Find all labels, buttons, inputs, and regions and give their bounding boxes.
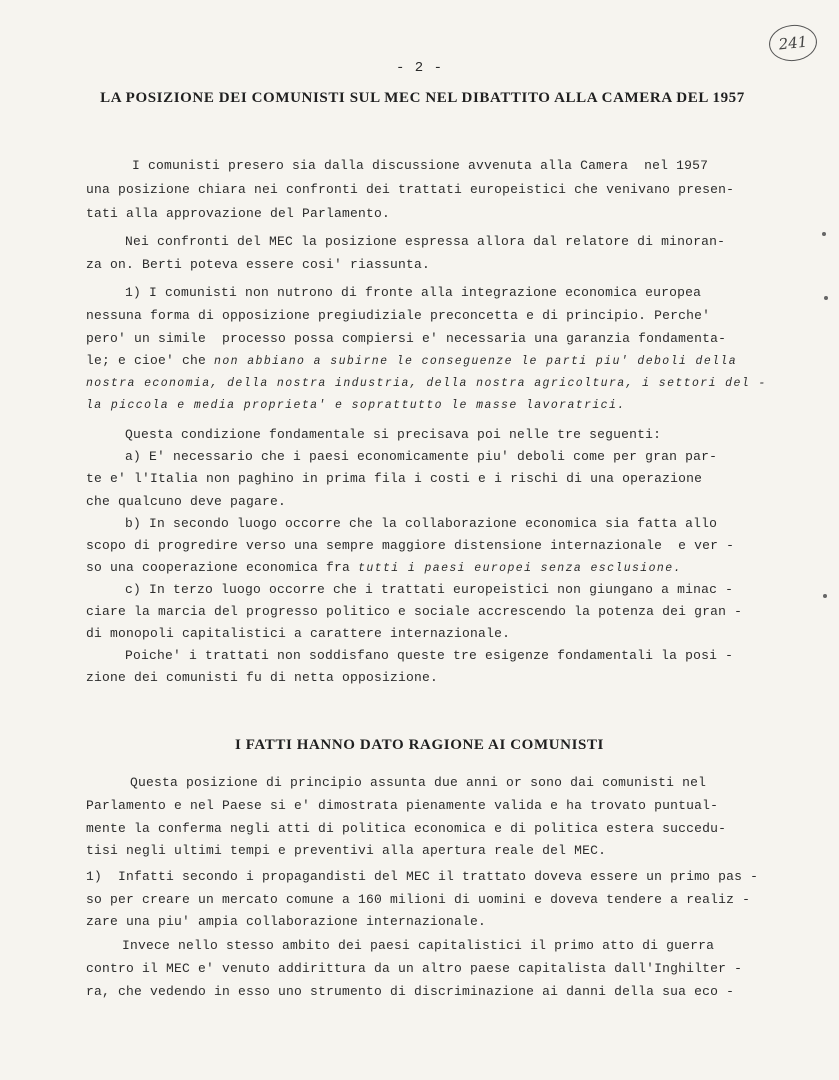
text-line: I comunisti presero sia dalla discussione avvenuta alla Camera nel 1957 — [132, 158, 709, 173]
text-line: Parlamento e nel Paese si e' dimostrata pienamente valida e ha trovato puntual- — [86, 798, 719, 813]
scan-speck — [824, 296, 828, 300]
page-number: - 2 - — [395, 60, 443, 76]
text-line: scopo di progredire verso una sempre maggiore distensione internazionale e ver - — [86, 538, 735, 553]
text-line: zione dei comunisti fu di netta opposizione. — [86, 670, 439, 685]
text-line — [86, 560, 786, 575]
text-line: pero' un simile processo possa compiersi e' necessaria una garanzia fondamenta- — [86, 331, 727, 346]
text-line: Questa posizione di principio assunta due anni or sono dai comunisti nel — [130, 775, 707, 790]
text-line: 1) Infatti secondo i propagandisti del MEC il trattato doveva essere un primo pas - — [86, 869, 759, 884]
text-line: mente la conferma negli atti di politica economica e di politica estera succedu- — [86, 821, 727, 836]
text-line: a) E' necessario che i paesi economicamente piu' deboli come per gran par- — [125, 449, 718, 464]
text-line: za on. Berti poteva essere cosi' riassunta. — [86, 257, 431, 272]
scan-speck — [823, 594, 827, 598]
text-line: zare una piu' ampia collaborazione internazionale. — [86, 914, 487, 929]
text-line: che qualcuno deve pagare. — [86, 494, 287, 509]
text-fragment: so una cooperazione economica fra — [86, 560, 351, 575]
section-title: I FATTI HANNO DATO RAGIONE AI COMUNISTI — [234, 737, 604, 753]
text-line: Invece nello stesso ambito dei paesi capitalistici il primo atto di guerra — [122, 938, 715, 953]
text-fragment: le; e cioe' che — [86, 353, 207, 368]
text-line: di monopoli capitalistici a carattere internazionale. — [86, 626, 511, 641]
italic-text: tutti i paesi europei senza esclusione. — [358, 562, 682, 575]
text-line: una posizione chiara nei confronti dei trattati europeistici che venivano presen- — [86, 182, 735, 197]
text-line: contro il MEC e' venuto addirittura da un altro paese capitalista dall'Inghilter - — [86, 961, 743, 976]
text-line: Poiche' i trattati non soddisfano queste tre esigenze fondamentali la posi - — [125, 648, 734, 663]
italic-text-line: nostra economia, della nostra industria, della nostra agricoltura, i settori del - — [86, 377, 767, 390]
text-line: tati alla approvazione del Parlamento. — [86, 206, 391, 221]
text-line: tisi negli ultimi tempi e preventivi alla apertura reale del MEC. — [86, 843, 607, 858]
archive-stamp: 241 — [767, 23, 819, 64]
text-line: c) In terzo luogo occorre che i trattati europeistici non giungano a minac - — [125, 582, 734, 597]
text-line: b) In secondo luogo occorre che la collaborazione economica sia fatta allo — [125, 516, 718, 531]
text-line: so per creare un mercato comune a 160 milioni di uomini e doveva tendere a realiz - — [86, 892, 751, 907]
text-line: Nei confronti del MEC la posizione espressa allora dal relatore di minoran- — [125, 234, 726, 249]
text-line: ciare la marcia del progresso politico e sociale accrescendo la potenza dei gran - — [86, 604, 743, 619]
italic-text-line: la piccola e media proprieta' e soprattutto le masse lavoratrici. — [86, 399, 626, 412]
text-line: 1) I comunisti non nutrono di fronte alla integrazione economica europea — [125, 285, 702, 300]
italic-text: non abbiano a subirne le conseguenze le parti piu' deboli della — [214, 355, 738, 368]
text-line: te e' l'Italia non paghino in prima fila i costi e i rischi di una operazione — [86, 471, 703, 486]
text-line — [86, 353, 786, 368]
text-line: Questa condizione fondamentale si precisava poi nelle tre seguenti: — [125, 427, 662, 442]
document-title: LA POSIZIONE DEI COMUNISTI SUL MEC NEL DIBATTITO ALLA CAMERA DEL 1957 — [100, 90, 745, 106]
text-line: ra, che vedendo in esso uno strumento di discriminazione ai danni della sua eco - — [86, 984, 735, 999]
scan-speck — [822, 232, 826, 236]
text-line: nessuna forma di opposizione pregiudiziale preconcetta e di principio. Perche' — [86, 308, 711, 323]
